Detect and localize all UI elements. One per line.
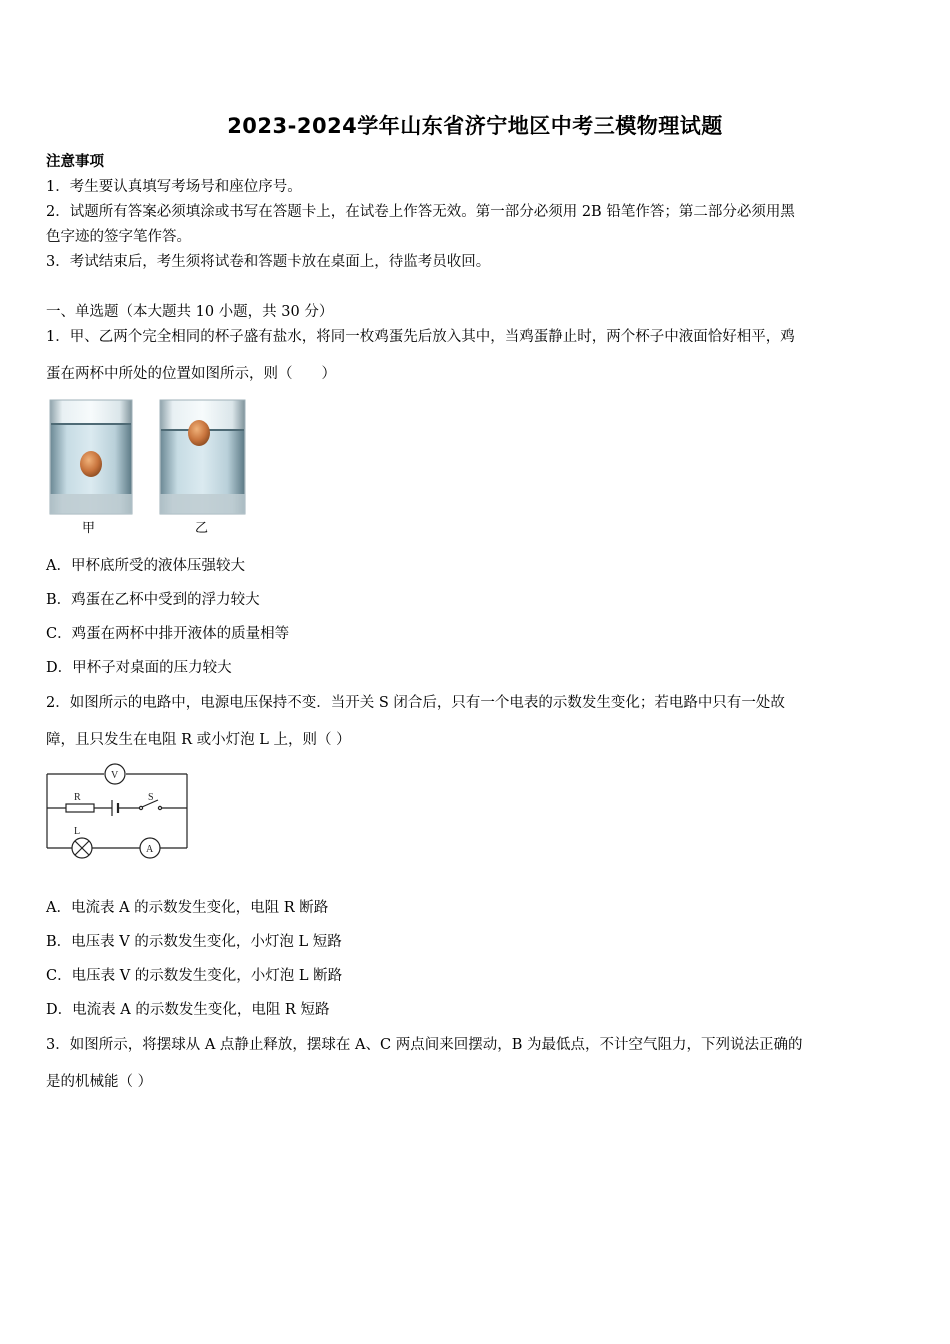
q2-stem-line-1: 2．如图所示的电路中，电源电压保持不变．当开关 S 闭合后，只有一个电表的示数发生变化；若电路中只有一处故 <box>46 695 785 711</box>
cup-yi <box>160 400 245 514</box>
resistor-label: R <box>74 792 81 803</box>
notice-item-2: 2．试题所有答案必须填涂或书写在答题卡上，在试卷上作答无效。第一部分必须用 2B 铅笔作答；第二部分必须用黑 <box>46 204 795 220</box>
notice-item-2-cont: 色字迹的签字笔作答。 <box>46 229 191 245</box>
q2-option-d: D．电流表 A 的示数发生变化，电阻 R 短路 <box>46 1002 330 1018</box>
cup-label-yi: 乙 <box>195 521 209 536</box>
egg-floating <box>188 420 210 446</box>
q3-stem-line-2: 是的机械能（ ） <box>46 1074 153 1090</box>
q1-figure-cups <box>46 396 251 538</box>
q2-option-b: B．电压表 V 的示数发生变化，小灯泡 L 短路 <box>46 934 342 950</box>
q2-option-a: A．电流表 A 的示数发生变化，电阻 R 断路 <box>46 900 329 916</box>
egg-sinking <box>80 451 102 477</box>
voltmeter-label: V <box>111 770 119 781</box>
q3-stem-line-1: 3．如图所示，将摆球从 A 点静止释放，摆球在 A、C 两点间来回摆动，B 为最低点，不计空气阻力，下列说法正确的 <box>46 1037 803 1053</box>
resistor-symbol <box>66 804 94 812</box>
cup-label-jia: 甲 <box>82 521 96 536</box>
q2-stem-line-2: 障，且只发生在电阻 R 或小灯泡 L 上，则（ ） <box>46 732 351 748</box>
q1-option-b: B．鸡蛋在乙杯中受到的浮力较大 <box>46 592 260 608</box>
notice-heading: 注意事项 <box>46 153 104 170</box>
notice-item-3: 3．考试结束后，考生须将试卷和答题卡放在桌面上，待监考员收回。 <box>46 254 491 270</box>
section-heading: 一、单选题（本大题共 10 小题，共 30 分） <box>46 304 334 320</box>
q1-stem-line-2: 蛋在两杯中所处的位置如图所示，则（ ） <box>46 366 336 382</box>
notice-item-1: 1．考生要认真填写考场号和座位序号。 <box>46 179 302 195</box>
ammeter-label: A <box>146 844 154 855</box>
switch-label: S <box>148 792 154 803</box>
page-title: 2023-2024学年山东省济宁地区中考三模物理试题 <box>227 114 723 138</box>
q2-figure-circuit <box>44 762 192 862</box>
cups-svg <box>46 396 251 538</box>
q2-option-c: C．电压表 V 的示数发生变化，小灯泡 L 断路 <box>46 968 343 984</box>
circuit-svg <box>44 762 192 862</box>
lamp-label: L <box>74 826 81 837</box>
q1-option-d: D．甲杯子对桌面的压力较大 <box>46 660 232 676</box>
q1-stem-line-1: 1．甲、乙两个完全相同的杯子盛有盐水，将同一枚鸡蛋先后放入其中，当鸡蛋静止时，两个杯子中液面恰好相平，鸡 <box>46 329 795 345</box>
q1-option-a: A．甲杯底所受的液体压强较大 <box>46 558 245 574</box>
q1-option-c: C．鸡蛋在两杯中排开液体的质量相等 <box>46 626 290 642</box>
cup-jia <box>50 400 132 514</box>
